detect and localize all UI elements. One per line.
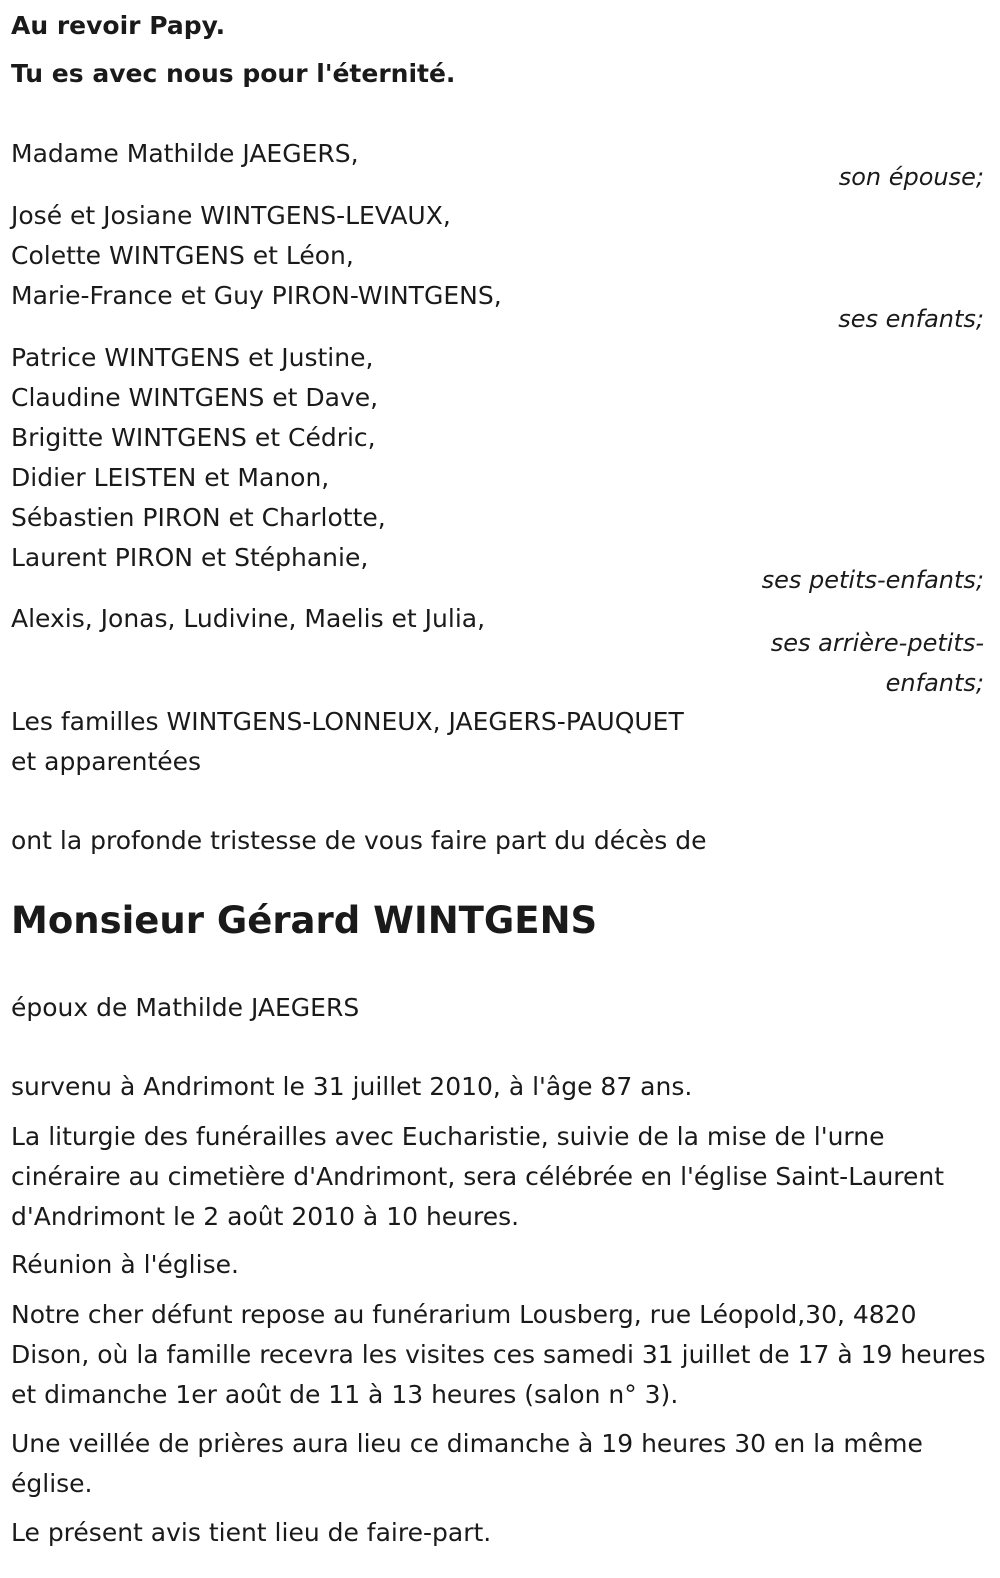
children-role: ses enfants; [838, 305, 984, 333]
funeral-liturgy: La liturgie des funérailles avec Eucharistie, suivie de la mise de l'urne cinéraire au cimetière d'Andrimont, sera célébrée en l'église Saint-Laurent d'Andrimont le 2 août 2010 à 10 heures. [11, 1122, 945, 1231]
deceased-name: Monsieur Gérard WINTGENS [11, 899, 598, 942]
grandchild-name: Sébastien PIRON et Charlotte, [11, 503, 386, 532]
grandchild-name: Didier LEISTEN et Manon, [11, 463, 330, 492]
child-name: Colette WINTGENS et Léon, [11, 241, 354, 270]
notice-statement: Le présent avis tient lieu de faire-part. [11, 1518, 492, 1547]
meeting-place: Réunion à l'église. [11, 1250, 239, 1279]
grandchildren-list [11, 338, 386, 578]
families-line-2: et apparentées [11, 747, 202, 776]
great-grandchildren-role-line-2: enfants; [885, 669, 984, 697]
grandchildren-role: ses petits-enfants; [761, 566, 984, 594]
great-grandchildren-role-line-1: ses arrière-petits- [770, 629, 984, 657]
deceased-spouse-of: époux de Mathilde JAEGERS [11, 993, 360, 1022]
grandchild-name: Brigitte WINTGENS et Cédric, [11, 423, 376, 452]
spouse-role: son épouse; [838, 163, 984, 191]
spouse-name: Madame Mathilde JAEGERS, [11, 139, 359, 168]
grandchild-name: Claudine WINTGENS et Dave, [11, 383, 379, 412]
visitation-info: Notre cher défunt repose au funérarium Lousberg, rue Léopold,30, 4820 Dison, où la famille recevra les visites ces samedi 31 juillet de 17 à 19 heures et dimanche 1er août de 11 à 13 heures (salon n° 3). [11, 1300, 986, 1409]
grandchild-name: Patrice WINTGENS et Justine, [11, 343, 374, 372]
vigil-info: Une veillée de prières aura lieu ce dimanche à 19 heures 30 en la même église. [11, 1429, 923, 1498]
header-line-2: Tu es avec nous pour l'éternité. [11, 59, 456, 88]
children-list [11, 196, 502, 316]
grandchild-name: Laurent PIRON et Stéphanie, [11, 543, 369, 572]
announcement: ont la profonde tristesse de vous faire part du décès de [11, 826, 707, 855]
child-name: Marie-France et Guy PIRON-WINTGENS, [11, 281, 502, 310]
great-grandchildren-role [771, 623, 984, 703]
families-line-1: Les familles WINTGENS-LONNEUX, JAEGERS-PAUQUET [11, 707, 684, 736]
death-details: survenu à Andrimont le 31 juillet 2010, à l'âge 87 ans. [11, 1072, 693, 1101]
header-line-1: Au revoir Papy. [11, 11, 226, 40]
great-grandchildren-names: Alexis, Jonas, Ludivine, Maelis et Julia, [11, 604, 486, 633]
related-families [11, 702, 684, 782]
child-name: José et Josiane WINTGENS-LEVAUX, [11, 201, 451, 230]
